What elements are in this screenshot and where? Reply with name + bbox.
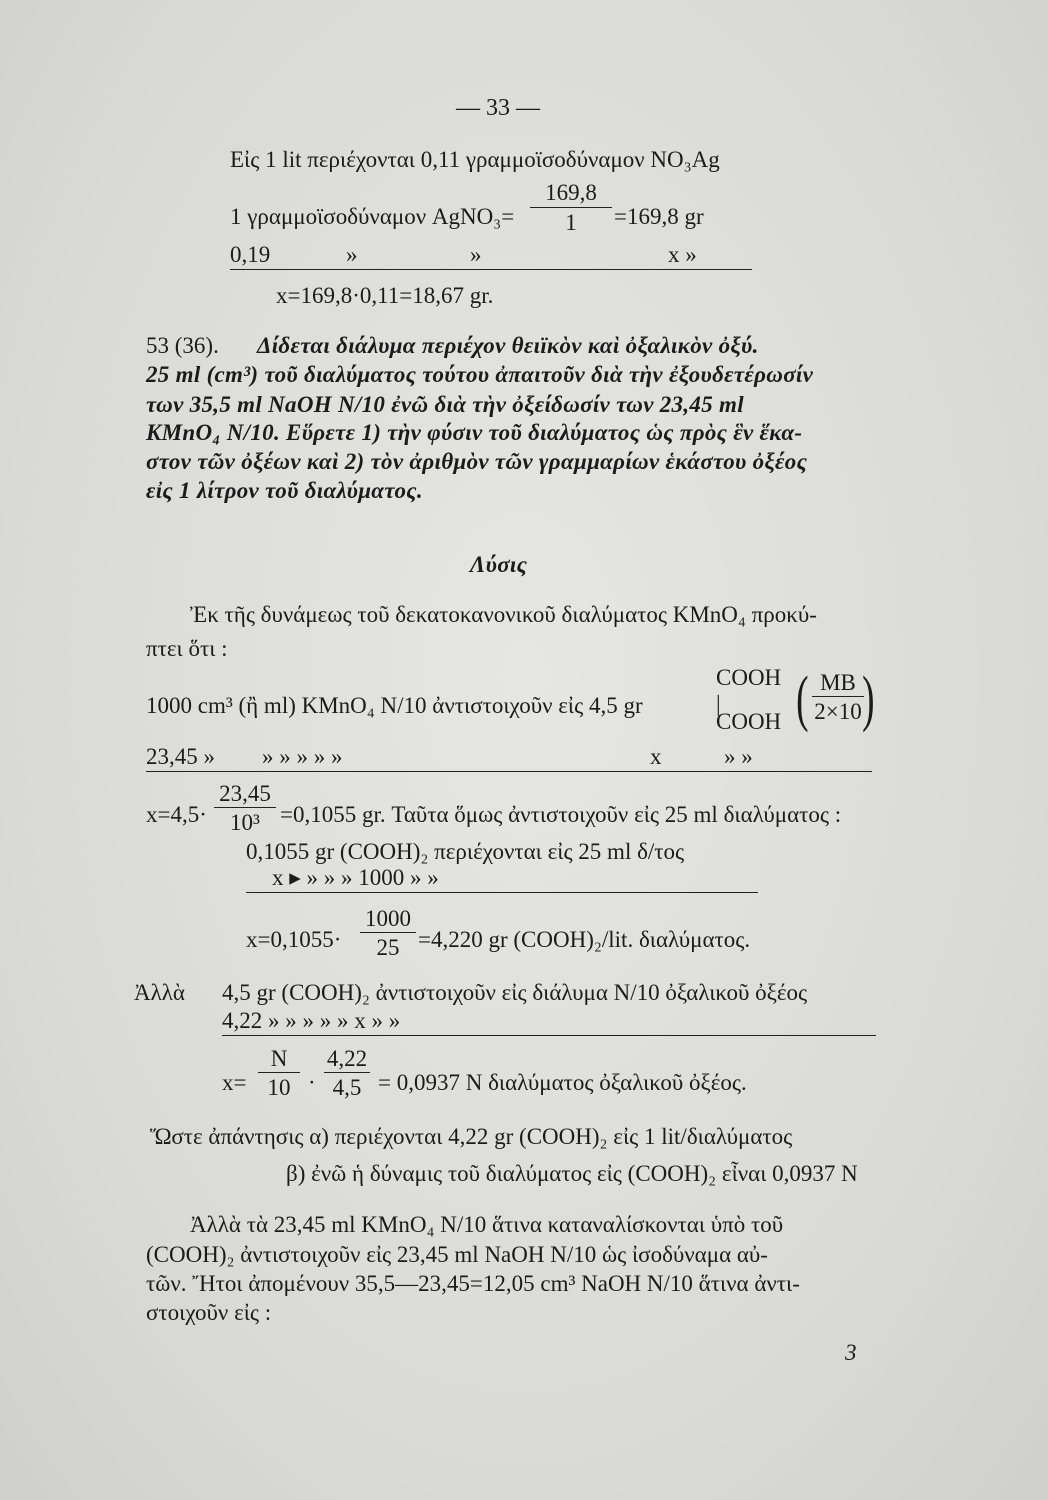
page-number: — 33 — [456,95,540,121]
final-line-1: Ἀλλὰ τὰ 23,45 ml KMnO₄ N/10 ἅτινα καταναλίσκονται ὑπὸ τοῦ [190,1212,784,1237]
calc1-fraction-bar [214,807,276,808]
row2-left: 23,45 » [146,744,215,769]
mb-denominator: 2×10 [814,699,862,724]
silver-rule [230,269,752,270]
silver-line-2-left: 1 γραμμοϊσοδύναμον AgNO₃= [230,204,515,229]
calc1-left: x=4,5· [146,802,207,827]
silver-line-3-quote-1: » [346,242,358,267]
oxalic-line-1: 0,1055 gr (COOH)₂ περιέχονται εἰς 25 ml δ/τος [246,839,685,864]
problem-line-3: των 35,5 ml NaOH N/10 ἐνῶ διὰ τὴν ὀξείδωσίν των 23,45 ml [146,392,744,417]
problem-number: 53 (36). [146,333,219,358]
left-parenthesis: ( [796,665,809,733]
solution-intro-2: πτει ὅτι : [146,636,228,661]
cooh-top: COOH [716,665,782,690]
silver-result: x=169,8·0,11=18,67 gr. [276,283,494,308]
calc2-left: x=0,1055· [246,927,342,952]
calc2-fraction-bar [360,932,416,933]
but-line-2: 4,22 » » » » » x » » [222,1008,401,1033]
calc3-denominator-1: 10 [267,1075,291,1100]
calc3-fraction-bar-1 [258,1072,300,1073]
signature-mark: 3 [845,1340,857,1365]
final-line-2: (COOH)₂ ἀντιστοιχοῦν εἰς 23,45 ml NaOH N/10 ὡς ἰσοδύναμα αὐ- [146,1242,768,1267]
calc3-dot: · [308,1070,316,1095]
calc3-left: x= [222,1070,247,1095]
row2-right: » » [724,744,753,769]
mb-numerator: MB [820,670,856,695]
rule-4 [222,1035,876,1036]
rule-2 [146,771,872,772]
rule-3 [246,892,758,893]
row2-quotes: » » » » » [262,744,343,769]
calc3-numerator-2: 4,22 [326,1046,368,1071]
silver-line-2-right: =169,8 gr [614,204,704,229]
right-parenthesis: ) [862,665,875,733]
problem-line-2: 25 ml (cm³) τοῦ διαλύματος τούτου ἀπαιτοῦν διὰ τὴν ἐξουδετέρωσίν [146,362,814,387]
problem-line-5: στον τῶν ὀξέων καὶ 2) τὸν ἀριθμὸν τῶν γραμμαρίων ἑκάστου ὀξέος [146,449,808,474]
final-line-4: στοιχοῦν εἰς : [146,1300,272,1325]
solution-title: Λύσις [470,552,528,577]
calc3-fraction-bar-2 [324,1072,370,1073]
cooh-bond: | [716,691,721,716]
calc1-denominator: 10³ [230,810,260,835]
answer-line-2: β) ἐνῶ ἡ δύναμις τοῦ διαλύματος εἰς (COOH)₂ εἶναι 0,0937 N [286,1161,858,1186]
calc3-numerator-1: N [270,1046,288,1071]
problem-line-4: KMnO₄ N/10. Εὕρετε 1) τὴν φύσιν τοῦ διαλύματος ὡς πρὸς ἓν ἕκα- [146,420,803,445]
problem-line-6: εἰς 1 λίτρον τοῦ διαλύματος. [146,478,423,503]
calc1-right: =0,1055 gr. Ταῦτα ὅμως ἀντιστοιχοῦν εἰς 25 ml διαλύματος : [280,802,842,827]
oxalic-line-2: x ▸ » » » 1000 » » [272,865,439,890]
silver-line-3-quote-2: » [470,242,482,267]
silver-line-1: Εἰς 1 lit περιέχονται 0,11 γραμμοϊσοδύναμον NO₃Ag [230,147,720,172]
silver-fraction-denominator: 1 [565,210,577,235]
problem-line-1: Δίδεται διάλυμα περιέχον θειϊκὸν καὶ ὀξαλικὸν ὀξύ. [257,333,759,358]
final-line-3: τῶν. Ἤτοι ἀπομένουν 35,5—23,45=12,05 cm³ NaOH N/10 ἅτινα ἀντι- [146,1271,800,1296]
row2-x: x [650,744,662,769]
silver-line-3-right: x » [668,242,697,267]
silver-line-3-left: 0,19 [230,242,271,267]
solution-intro-1: Ἐκ τῆς δυνάμεως τοῦ δεκατοκανονικοῦ διαλύματος KMnO₄ προκύ- [190,602,817,627]
but-word: Ἀλλὰ [134,980,185,1005]
silver-fraction-bar [530,207,612,208]
answer-line-1: Ὥστε ἀπάντησις α) περιέχονται 4,22 gr (COOH)₂ εἰς 1 lit/διαλύματος [150,1124,793,1149]
calc2-numerator: 1000 [365,906,411,931]
cooh-bottom: COOH [716,709,782,734]
calc3-right: = 0,0937 N διαλύματος ὀξαλικοῦ ὀξέος. [378,1070,747,1095]
calc2-denominator: 25 [376,935,400,960]
calc2-right: =4,220 gr (COOH)₂/lit. διαλύματος. [418,927,751,952]
calc3-denominator-2: 4,5 [332,1075,362,1100]
kmno4-line: 1000 cm³ (ἢ ml) KMnO₄ N/10 ἀντιστοιχοῦν εἰς 4,5 gr [146,693,643,718]
mb-fraction-bar [812,696,864,697]
but-line-1: 4,5 gr (COOH)₂ ἀντιστοιχοῦν εἰς διάλυμα N/10 ὀξαλικοῦ ὀξέος [222,980,808,1005]
silver-fraction-numerator: 169,8 [545,180,597,205]
calc1-numerator: 23,45 [219,781,271,806]
